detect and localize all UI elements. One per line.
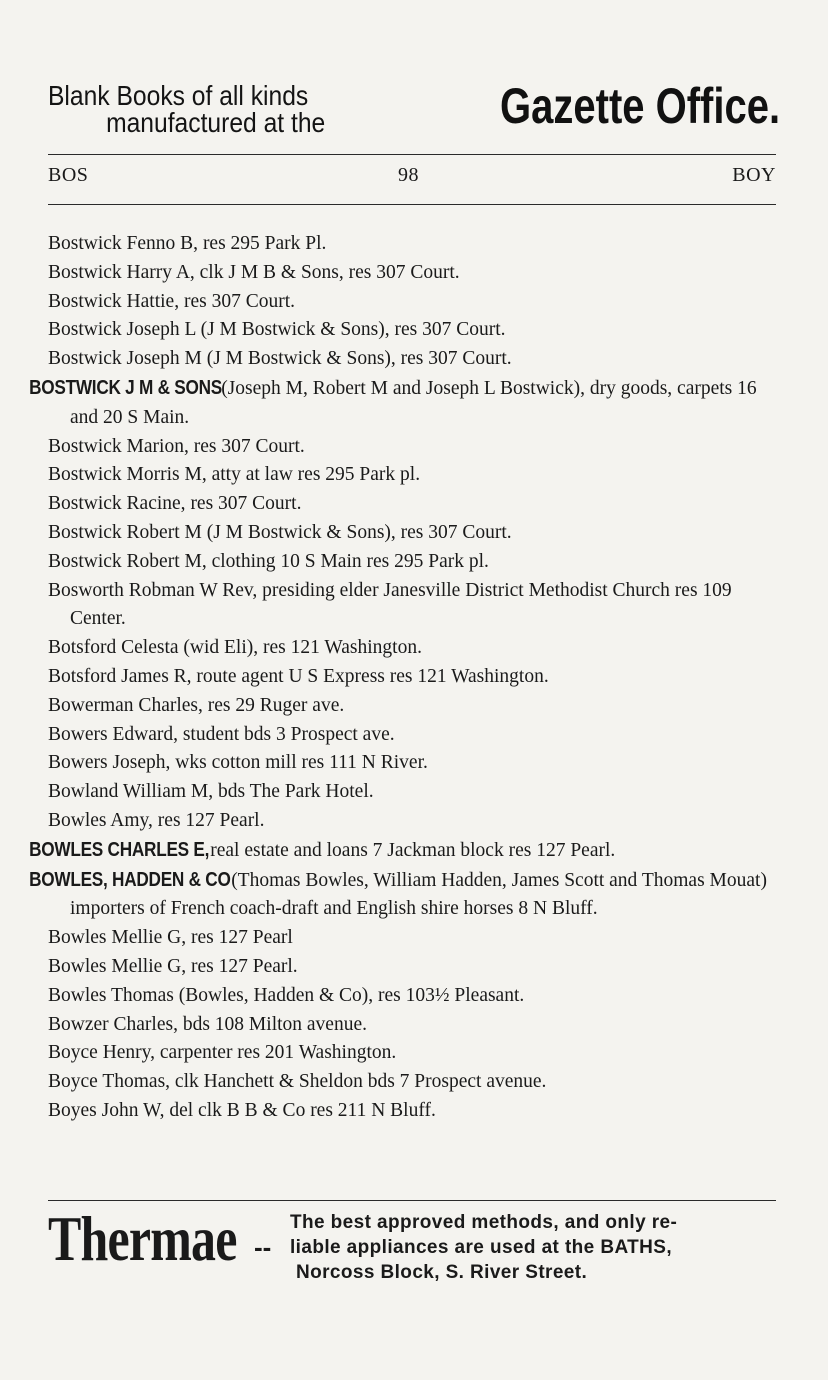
ad-brand: Gazette Office. (499, 78, 780, 134)
directory-entry (48, 1097, 776, 1126)
directory-entry (48, 749, 776, 778)
entry-details: res 295 Park Pl. (198, 233, 327, 254)
directory-entry (48, 692, 776, 721)
ad-bottom-line1: The best approved methods, and only re- (290, 1212, 678, 1233)
entry-name: Bostwick Morris M, (48, 464, 207, 486)
entry-details: res 29 Ruger ave. (202, 694, 345, 716)
directory-entry (29, 374, 776, 433)
entry-name: Bowles Amy, (48, 809, 153, 831)
entry-name: Bowles Mellie G, (48, 927, 187, 949)
directory-entry (48, 548, 776, 577)
ad-tagline-line2: manufactured at the (106, 107, 326, 138)
entry-name: BOSTWICK J M & SONS (29, 376, 222, 399)
running-head (48, 164, 776, 194)
entry-name: Bostwick Fenno B, (48, 233, 199, 254)
entry-details: route agent U S Express res 121 Washington. (191, 665, 549, 687)
entry-name: Boyes John W, (48, 1099, 165, 1121)
directory-entry (48, 577, 776, 635)
ad-tagline (48, 82, 391, 136)
page-number: 98 (398, 164, 419, 186)
entry-name: Botsford James R, (48, 665, 192, 687)
entry-details: res 127 Pearl (186, 927, 293, 949)
entry-name: Bostwick Robert M, (48, 550, 207, 572)
entry-details: bds The Park Hotel. (213, 781, 374, 803)
entry-details: res 127 Pearl. (186, 955, 298, 977)
ad-bottom-text (290, 1210, 780, 1285)
entry-name: BOWLES CHARLES E, (29, 838, 210, 861)
header-rule-top (48, 154, 776, 155)
directory-entry (48, 259, 776, 288)
entry-name: Bostwick Harry A, (48, 261, 195, 283)
entry-name: Bowers Edward, (48, 723, 178, 745)
entry-name: Bowers Joseph, (48, 752, 171, 774)
entry-name: Bowles Thomas (48, 984, 174, 1006)
entry-details: (J M Bostwick & Sons), res 307 Court. (201, 348, 512, 370)
directory-entry (48, 288, 776, 317)
directory-entry (48, 1011, 776, 1040)
directory-entry (29, 836, 776, 866)
entry-name: Bowzer Charles, (48, 1013, 178, 1035)
entry-details: clothing 10 S Main res 295 Park pl. (206, 550, 489, 572)
entry-details: atty at law res 295 Park pl. (206, 464, 421, 486)
entry-name: Bosworth Robman W Rev, (48, 579, 258, 601)
directory-entry (48, 982, 776, 1011)
directory-entry (48, 433, 776, 462)
ad-bottom-line2: liable appliances are used at the BATHS, (290, 1237, 673, 1258)
entry-details: res 307 Court. (185, 493, 302, 515)
directory-listings (29, 230, 776, 1126)
entry-details: clk Hanchett & Sheldon bds 7 Prospect avenue. (170, 1071, 547, 1093)
entry-details: (wid Eli), res 121 Washington. (178, 637, 422, 659)
entry-details: clk J M B & Sons, res 307 Court. (194, 261, 460, 283)
entry-details: carpenter res 201 Washington. (155, 1042, 397, 1064)
entry-name: Bowland William M, (48, 781, 214, 803)
directory-entry (48, 721, 776, 750)
entry-details: presiding elder Janesville District Methodist Church res 109 Center. (70, 579, 732, 630)
entry-details: (Joseph M, Robert M and Joseph L Bostwick), dry goods, carpets 16 and 20 S Main. (70, 377, 757, 428)
directory-entry (48, 345, 776, 374)
directory-entry (48, 230, 776, 259)
directory-entry (48, 461, 776, 490)
entry-name: Bostwick Hattie, (48, 290, 180, 312)
entry-name: Boyce Henry, (48, 1042, 156, 1064)
top-advertisement (48, 72, 780, 152)
footer-rule (48, 1200, 776, 1201)
ad-bottom-line3: Norcoss Block, S. River Street. (296, 1262, 588, 1283)
entry-name: Botsford Celesta (48, 637, 179, 659)
running-head-right: BOY (732, 164, 776, 186)
directory-entry (48, 778, 776, 807)
directory-entry (29, 866, 776, 925)
directory-entry (48, 634, 776, 663)
entry-details: res 127 Pearl. (152, 809, 265, 831)
directory-entry (48, 663, 776, 692)
ad-bottom-dash: -- (254, 1232, 272, 1262)
entry-details: res 307 Court. (188, 435, 305, 457)
entry-details: student bds 3 Prospect ave. (177, 723, 395, 745)
header-rule-bottom (48, 204, 776, 205)
entry-details: real estate and loans 7 Jackman block res 127 Pearl. (205, 839, 616, 861)
ad-tagline-line1: Blank Books of all kinds (48, 80, 309, 111)
entry-details: del clk B B & Co res 211 N Bluff. (164, 1099, 436, 1121)
running-head-left: BOS (48, 164, 89, 186)
entry-details: (Bowles, Hadden & Co), res 103½ Pleasant. (173, 984, 525, 1006)
entry-details: (J M Bostwick & Sons), res 307 Court. (195, 319, 506, 341)
directory-entry (48, 1039, 776, 1068)
directory-entry (48, 807, 776, 836)
directory-entry (48, 490, 776, 519)
entry-name: Bostwick Joseph L (48, 319, 196, 341)
ad-bottom-brand: Thermae (48, 1203, 237, 1274)
entry-details: bds 108 Milton avenue. (177, 1013, 367, 1035)
directory-entry (48, 953, 776, 982)
entry-details: (J M Bostwick & Sons), res 307 Court. (201, 521, 512, 543)
bottom-advertisement (48, 1203, 780, 1290)
entry-details: wks cotton mill res 111 N River. (170, 752, 428, 774)
directory-entry (48, 519, 776, 548)
entry-name: BOWLES, HADDEN & CO (29, 868, 231, 891)
entry-name: Boyce Thomas, (48, 1071, 171, 1093)
directory-entry (48, 1068, 776, 1097)
directory-entry (48, 316, 776, 345)
entry-name: Bowles Mellie G, (48, 955, 187, 977)
entry-name: Bostwick Marion, (48, 435, 189, 457)
entry-name: Bowerman Charles, (48, 694, 203, 716)
entry-name: Bostwick Joseph M (48, 348, 202, 370)
entry-details: res 307 Court. (179, 290, 295, 312)
entry-name: Bostwick Racine, (48, 493, 186, 515)
entry-name: Bostwick Robert M (48, 521, 202, 543)
entry-details: (Thomas Bowles, William Hadden, James Scott and Thomas Mouat) importers of French coach-draft and English shire horses 8 N Bluff. (70, 869, 767, 920)
directory-entry (48, 924, 776, 953)
